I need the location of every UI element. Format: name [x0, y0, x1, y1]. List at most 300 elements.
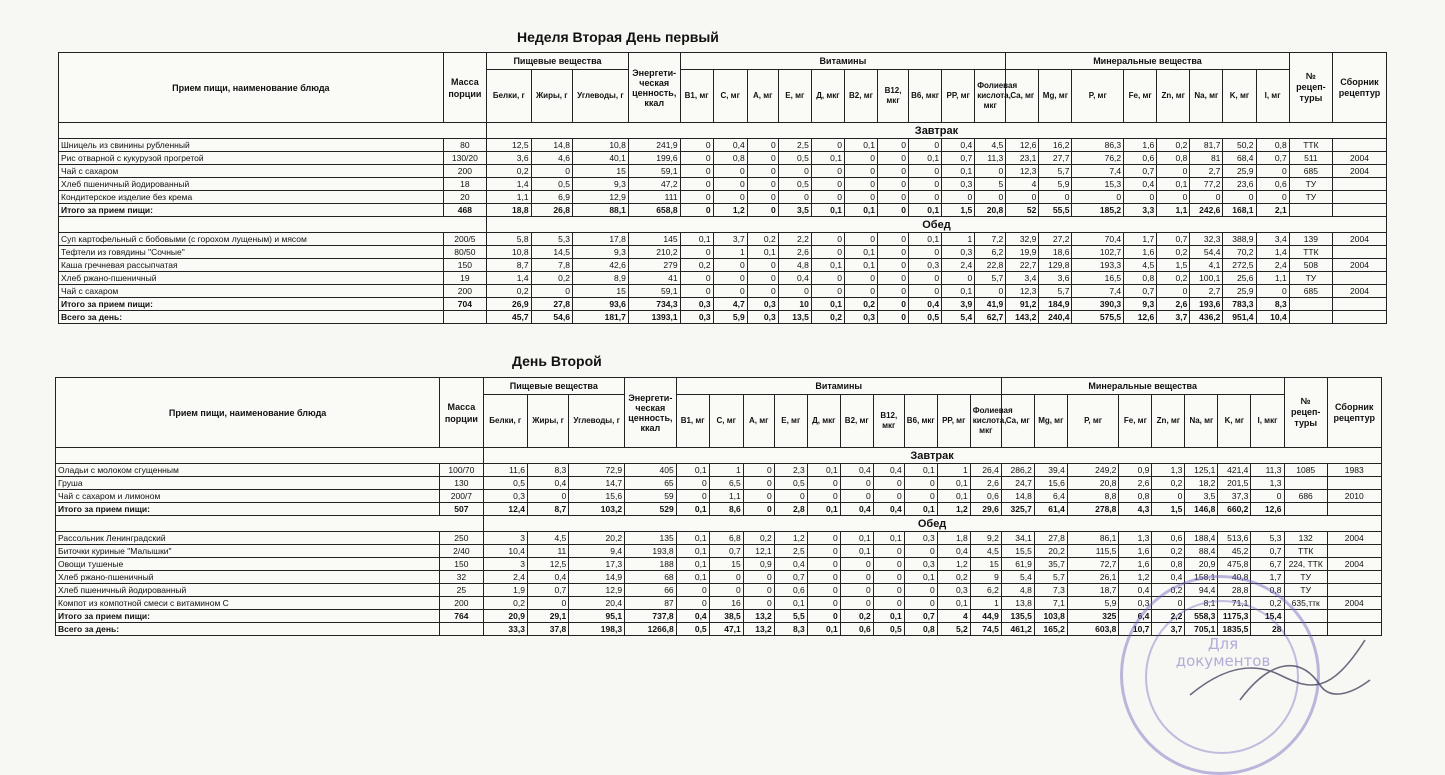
header-vitamin-e: E, мг — [774, 395, 807, 448]
cell-value: 0 — [774, 490, 807, 503]
cell-value: 0,8 — [1152, 558, 1185, 571]
header-fat: Жиры, г — [531, 70, 572, 123]
cell-value: 68 — [625, 571, 677, 584]
cell-value: 0 — [873, 584, 904, 597]
cell-value: 193,8 — [625, 545, 677, 558]
cell-value: 0,1 — [1157, 178, 1190, 191]
cell-value: 165,2 — [1034, 623, 1067, 636]
table-row — [56, 490, 1382, 503]
cell-value: 20,9 — [483, 610, 527, 623]
header-vitamin-e: E, мг — [778, 70, 811, 123]
cell-value: 1266,8 — [625, 623, 677, 636]
cell-value: 0 — [1157, 165, 1190, 178]
cell-value: 1,1 — [1256, 272, 1289, 285]
meal-label: Обед — [487, 217, 1387, 233]
table-row — [59, 152, 1387, 165]
cell-value: 11 — [527, 545, 568, 558]
cell-value: 12,3 — [1006, 285, 1039, 298]
cell-value: 0,7 — [1124, 285, 1157, 298]
cell-value: 0,4 — [840, 503, 873, 516]
header-dish: Прием пищи, наименование блюда — [59, 53, 444, 123]
cell-value: 111 — [628, 191, 680, 204]
cell-value: 40,8 — [1218, 571, 1251, 584]
cell-value: 0 — [680, 139, 713, 152]
cell-value: 5,3 — [531, 233, 572, 246]
header-vitamin-b2: B2, мг — [844, 70, 877, 123]
cell-value: 2,3 — [774, 464, 807, 477]
cell-value: 529 — [625, 503, 677, 516]
cell-value: 145 — [628, 233, 680, 246]
cell-value: 0,7 — [1157, 233, 1190, 246]
cell-value: 0 — [873, 477, 904, 490]
cell-value: 0 — [1072, 191, 1124, 204]
cell-value: 4,6 — [531, 152, 572, 165]
cell-value: 80 — [443, 139, 486, 152]
header-nutrients: Пищевые вещества — [483, 378, 625, 395]
cell-value: 0 — [840, 571, 873, 584]
table-row — [59, 139, 1387, 152]
cell-value: 143,2 — [1006, 311, 1039, 324]
header-vitamins: Витамины — [680, 53, 1006, 70]
cell-value: 0 — [878, 311, 909, 324]
cell-value: 16,5 — [1072, 272, 1124, 285]
cell-value: 0 — [680, 285, 713, 298]
table-row — [59, 165, 1387, 178]
cell-value: 2,1 — [1256, 204, 1289, 217]
cell-value: 6,5 — [709, 477, 743, 490]
dish-name: Всего за день: — [59, 311, 444, 324]
cell-value: 7,4 — [1072, 165, 1124, 178]
cell-value: 27,7 — [1039, 152, 1072, 165]
header-vitamin-d: Д, мкг — [811, 70, 844, 123]
cell-value — [1284, 503, 1327, 516]
dish-name: Рассольник Ленинградский — [56, 532, 440, 545]
cell-value: 0,1 — [676, 545, 709, 558]
cell-value: 1 — [713, 246, 747, 259]
cell-value: 0,4 — [676, 610, 709, 623]
cell-value: 54,6 — [531, 311, 572, 324]
cell-value: 951,4 — [1223, 311, 1256, 324]
header-vitamin-pp: PP, мг — [942, 70, 975, 123]
cell-value: 2,6 — [970, 477, 1001, 490]
cell-value: 0 — [844, 165, 877, 178]
cell-value — [1333, 246, 1387, 259]
table-row — [59, 191, 1387, 204]
cell-value: 0,4 — [1119, 584, 1152, 597]
cell-value: 0 — [840, 597, 873, 610]
header-mineral-ca: Ca, мг — [1006, 70, 1039, 123]
header-mineral-na: Na, мг — [1190, 70, 1223, 123]
cell-value: 0,7 — [1124, 165, 1157, 178]
cell-value: 0,5 — [873, 623, 904, 636]
cell-value: 436,2 — [1190, 311, 1223, 324]
cell-value — [1289, 298, 1332, 311]
cell-value: 0,1 — [840, 532, 873, 545]
cell-value: 2004 — [1327, 597, 1381, 610]
cell-value: 0,3 — [937, 584, 970, 597]
cell-value: 0,3 — [747, 311, 778, 324]
header-mineral-fe: Fe, мг — [1119, 395, 1152, 448]
cell-value: ТУ — [1289, 178, 1332, 191]
cell-value: 0 — [840, 477, 873, 490]
cell-value: 4,8 — [1001, 584, 1034, 597]
cell-value: 1,6 — [1124, 139, 1157, 152]
cell-value: 0,1 — [811, 259, 844, 272]
cell-value: 0,3 — [844, 311, 877, 324]
cell-value: 0 — [1256, 191, 1289, 204]
cell-value: 0,9 — [1119, 464, 1152, 477]
cell-value: 88,4 — [1185, 545, 1218, 558]
cell-value: 2,8 — [774, 503, 807, 516]
header-mineral-zn: Zn, мг — [1157, 70, 1190, 123]
dish-name: Хлеб ржано-пшеничный — [56, 571, 440, 584]
cell-value: 3 — [483, 558, 527, 571]
cell-value: 55,5 — [1039, 204, 1072, 217]
cell-value: 59,1 — [628, 165, 680, 178]
header-vitamin-a: A, мг — [747, 70, 778, 123]
cell-value: 513,6 — [1218, 532, 1251, 545]
cell-value: 27,2 — [1039, 233, 1072, 246]
cell-value: 8,1 — [1185, 597, 1218, 610]
cell-value: 0,3 — [747, 298, 778, 311]
cell-value: 3,7 — [713, 233, 747, 246]
cell-value: 0 — [747, 191, 778, 204]
cell-value: 41,9 — [975, 298, 1006, 311]
cell-value: 32,3 — [1190, 233, 1223, 246]
header-recipe-collection: Сборник рецептур — [1333, 53, 1387, 123]
cell-value: 0,1 — [844, 204, 877, 217]
cell-value: 1,1 — [487, 191, 532, 204]
cell-value: 10,7 — [1119, 623, 1152, 636]
cell-value: 150 — [443, 259, 486, 272]
cell-value: 0,7 — [904, 610, 937, 623]
cell-value: 2,5 — [778, 139, 811, 152]
cell-value: 0,3 — [680, 298, 713, 311]
cell-value: 0,4 — [1152, 571, 1185, 584]
cell-value: 0,2 — [487, 285, 532, 298]
cell-value: 94,4 — [1185, 584, 1218, 597]
cell-value: 0 — [1223, 191, 1256, 204]
cell-value: 41 — [628, 272, 680, 285]
cell-value: 0 — [909, 272, 942, 285]
cell-value — [1333, 139, 1387, 152]
cell-value — [1333, 272, 1387, 285]
cell-value: 39,4 — [1034, 464, 1067, 477]
cell-value: 0 — [878, 272, 909, 285]
cell-value: 278,8 — [1067, 503, 1119, 516]
cell-value: 87 — [625, 597, 677, 610]
cell-value: 100,1 — [1190, 272, 1223, 285]
cell-value: 0 — [743, 464, 774, 477]
header-mass: Масса порции — [443, 53, 486, 123]
cell-value: ТУ — [1284, 584, 1327, 597]
cell-value: 0,4 — [774, 558, 807, 571]
signature-scribble — [1180, 600, 1380, 720]
cell-value: 3,7 — [1157, 311, 1190, 324]
cell-value: 0,2 — [844, 298, 877, 311]
cell-value: 5,8 — [487, 233, 532, 246]
cell-value: 32,9 — [1006, 233, 1039, 246]
cell-value: 9,4 — [569, 545, 625, 558]
cell-value: 737,8 — [625, 610, 677, 623]
cell-value: 3,5 — [1185, 490, 1218, 503]
cell-value: 150 — [440, 558, 483, 571]
cell-value: 0,8 — [1157, 152, 1190, 165]
cell-value: 0,5 — [778, 178, 811, 191]
cell-value: 0 — [743, 490, 774, 503]
cell-value: 1983 — [1327, 464, 1381, 477]
cell-value: 13,2 — [743, 623, 774, 636]
cell-value: 0,1 — [909, 233, 942, 246]
cell-value: ТТК — [1289, 139, 1332, 152]
cell-value: 135 — [625, 532, 677, 545]
cell-value: 0 — [878, 165, 909, 178]
cell-value: 3,3 — [1124, 204, 1157, 217]
cell-value: 0 — [975, 285, 1006, 298]
cell-value: 0,3 — [483, 490, 527, 503]
cell-value: 2,5 — [774, 545, 807, 558]
cell-value: 18,8 — [487, 204, 532, 217]
dish-name: Тефтели из говядины "Сочные" — [59, 246, 444, 259]
cell-value: 0,2 — [1157, 272, 1190, 285]
dish-name: Хлеб пшеничный йодированный — [56, 584, 440, 597]
cell-value: 0,1 — [811, 298, 844, 311]
cell-value: 0 — [840, 558, 873, 571]
cell-value: 0,3 — [909, 259, 942, 272]
cell-value: 0,4 — [937, 545, 970, 558]
cell-value: 0,6 — [1152, 532, 1185, 545]
cell-value: 5 — [975, 178, 1006, 191]
cell-value: 1,4 — [487, 272, 532, 285]
cell-value: 2004 — [1333, 152, 1387, 165]
cell-value: 12,5 — [487, 139, 532, 152]
cell-value: 241,9 — [628, 139, 680, 152]
cell-value: 0 — [873, 571, 904, 584]
cell-value: 7,2 — [975, 233, 1006, 246]
cell-value: 0,1 — [844, 259, 877, 272]
cell-value: 26,1 — [1067, 571, 1119, 584]
cell-value: 0 — [811, 285, 844, 298]
table-row — [56, 464, 1382, 477]
cell-value: 1175,3 — [1218, 610, 1251, 623]
cell-value: 0,2 — [937, 571, 970, 584]
cell-value: 0,1 — [807, 503, 840, 516]
cell-value: 734,3 — [628, 298, 680, 311]
cell-value: 0,1 — [676, 532, 709, 545]
cell-value: 0 — [676, 490, 709, 503]
section-2-title: День Второй — [512, 353, 602, 369]
cell-value: 74,5 — [970, 623, 1001, 636]
cell-value: 0 — [676, 584, 709, 597]
cell-value: 1,2 — [1119, 571, 1152, 584]
cell-value: 22,8 — [975, 259, 1006, 272]
cell-value: 0 — [743, 477, 774, 490]
cell-value: 0 — [909, 191, 942, 204]
cell-value: 20,2 — [569, 532, 625, 545]
cell-value: 18 — [443, 178, 486, 191]
cell-value: 132 — [1284, 532, 1327, 545]
dish-name: Рис отварной с кукурузой прогретой — [59, 152, 444, 165]
cell-value: 18,6 — [1039, 246, 1072, 259]
cell-value: 16,2 — [1039, 139, 1072, 152]
dish-name: Чай с сахаром и лимоном — [56, 490, 440, 503]
cell-value: 0,7 — [709, 545, 743, 558]
dish-name: Биточки куриные "Малышки" — [56, 545, 440, 558]
cell-value: 15 — [970, 558, 1001, 571]
cell-value: ТТК — [1284, 545, 1327, 558]
cell-value: 0,2 — [483, 597, 527, 610]
cell-value: 1,1 — [1157, 204, 1190, 217]
cell-value: 4,8 — [778, 259, 811, 272]
cell-value: 0 — [878, 233, 909, 246]
cell-value: 0 — [811, 165, 844, 178]
cell-value: 14,7 — [569, 477, 625, 490]
meal-label: Завтрак — [483, 448, 1381, 464]
cell-value: 0 — [811, 272, 844, 285]
cell-value: 139 — [1289, 233, 1332, 246]
cell-value: 0,3 — [904, 532, 937, 545]
cell-value: 5,9 — [1067, 597, 1119, 610]
dish-name: Кондитерское изделие без крема — [59, 191, 444, 204]
header-vitamin-c: C, мг — [709, 395, 743, 448]
cell-value — [1327, 571, 1381, 584]
cell-value: 575,5 — [1072, 311, 1124, 324]
header-mineral-p: P, мг — [1072, 70, 1124, 123]
cell-value: 0 — [680, 204, 713, 217]
header-mass: Масса порции — [440, 378, 483, 448]
cell-value: 91,2 — [1006, 298, 1039, 311]
cell-value: 12,1 — [743, 545, 774, 558]
cell-value: 0,4 — [778, 272, 811, 285]
cell-value: 0 — [878, 191, 909, 204]
cell-value: 0,6 — [1124, 152, 1157, 165]
cell-value: 35,7 — [1034, 558, 1067, 571]
cell-value: 0 — [713, 259, 747, 272]
cell-value: 0,2 — [1152, 545, 1185, 558]
header-vitamin-folic: Фолиевая кислота, мкг — [975, 70, 1006, 123]
cell-value: 0 — [807, 532, 840, 545]
cell-value: 72,9 — [569, 464, 625, 477]
cell-value: 198,3 — [569, 623, 625, 636]
cell-value: 12,6 — [1124, 311, 1157, 324]
cell-value: 17,8 — [572, 233, 628, 246]
cell-value: 0 — [807, 545, 840, 558]
header-recipe-number: № рецеп-туры — [1289, 53, 1332, 123]
cell-value: 704 — [443, 298, 486, 311]
cell-value: 34,1 — [1001, 532, 1034, 545]
cell-value: 200 — [443, 285, 486, 298]
cell-value: 26,9 — [487, 298, 532, 311]
cell-value: 200/5 — [443, 233, 486, 246]
header-vitamin-b6: B6, мкг — [909, 70, 942, 123]
cell-value: 511 — [1289, 152, 1332, 165]
cell-value: 0 — [909, 246, 942, 259]
meal-spacer — [59, 217, 487, 233]
cell-value — [1333, 178, 1387, 191]
cell-value: 193,3 — [1072, 259, 1124, 272]
cell-value: 0,8 — [713, 152, 747, 165]
cell-value: 0 — [807, 584, 840, 597]
meal-header-row — [59, 123, 1387, 139]
cell-value: 0 — [878, 285, 909, 298]
cell-value: 27,8 — [531, 298, 572, 311]
cell-value: 0 — [844, 272, 877, 285]
cell-value: 250 — [440, 532, 483, 545]
header-vitamin-b6: B6, мкг — [904, 395, 937, 448]
cell-value: 184,9 — [1039, 298, 1072, 311]
cell-value: 8,3 — [527, 464, 568, 477]
cell-value: 22,7 — [1006, 259, 1039, 272]
cell-value: 0,1 — [844, 246, 877, 259]
cell-value: 0 — [680, 152, 713, 165]
dish-name: Овощи тушеные — [56, 558, 440, 571]
meal-spacer — [56, 448, 484, 464]
table-row — [59, 259, 1387, 272]
cell-value: 33,3 — [483, 623, 527, 636]
cell-value: 0,8 — [1256, 139, 1289, 152]
header-vitamin-pp: PP, мг — [937, 395, 970, 448]
cell-value: 15,5 — [1001, 545, 1034, 558]
cell-value: 0,3 — [1119, 597, 1152, 610]
cell-value: 5,7 — [1039, 165, 1072, 178]
cell-value: 200/7 — [440, 490, 483, 503]
cell-value: 0 — [975, 191, 1006, 204]
cell-value: 68,4 — [1223, 152, 1256, 165]
cell-value: 14,5 — [531, 246, 572, 259]
cell-value: 1 — [970, 597, 1001, 610]
cell-value: 0,2 — [680, 259, 713, 272]
cell-value: 7,8 — [531, 259, 572, 272]
cell-value: ТТК — [1289, 246, 1332, 259]
cell-value: 146,8 — [1185, 503, 1218, 516]
cell-value: 3,6 — [487, 152, 532, 165]
cell-value: 0 — [1006, 191, 1039, 204]
cell-value: 0 — [743, 571, 774, 584]
cell-value: 5,4 — [1001, 571, 1034, 584]
cell-value: 0,1 — [942, 285, 975, 298]
cell-value: 80/50 — [443, 246, 486, 259]
table-row — [59, 233, 1387, 246]
cell-value: 0,1 — [811, 152, 844, 165]
cell-value — [1327, 477, 1381, 490]
cell-value: 15 — [572, 285, 628, 298]
cell-value: 130 — [440, 477, 483, 490]
cell-value: 1,3 — [1152, 464, 1185, 477]
cell-value: 47,2 — [628, 178, 680, 191]
cell-value: 0 — [878, 178, 909, 191]
cell-value: 2,4 — [483, 571, 527, 584]
cell-value: 0,4 — [1124, 178, 1157, 191]
cell-value: 3,9 — [942, 298, 975, 311]
cell-value: 66 — [625, 584, 677, 597]
cell-value: 0,7 — [942, 152, 975, 165]
cell-value: 26,4 — [970, 464, 1001, 477]
cell-value: 201,5 — [1218, 477, 1251, 490]
header-carbs: Углеводы, г — [569, 395, 625, 448]
header-minerals: Минеральные вещества — [1006, 53, 1289, 70]
table-row — [56, 477, 1382, 490]
cell-value: 1 — [709, 464, 743, 477]
cell-value: 1,2 — [937, 558, 970, 571]
cell-value: 45,2 — [1218, 545, 1251, 558]
cell-value: 10,4 — [483, 545, 527, 558]
cell-value: 0,7 — [1256, 152, 1289, 165]
cell-value: 6,8 — [709, 532, 743, 545]
cell-value: 210,2 — [628, 246, 680, 259]
cell-value: 325,7 — [1001, 503, 1034, 516]
cell-value: 0,2 — [531, 272, 572, 285]
table-row — [59, 246, 1387, 259]
